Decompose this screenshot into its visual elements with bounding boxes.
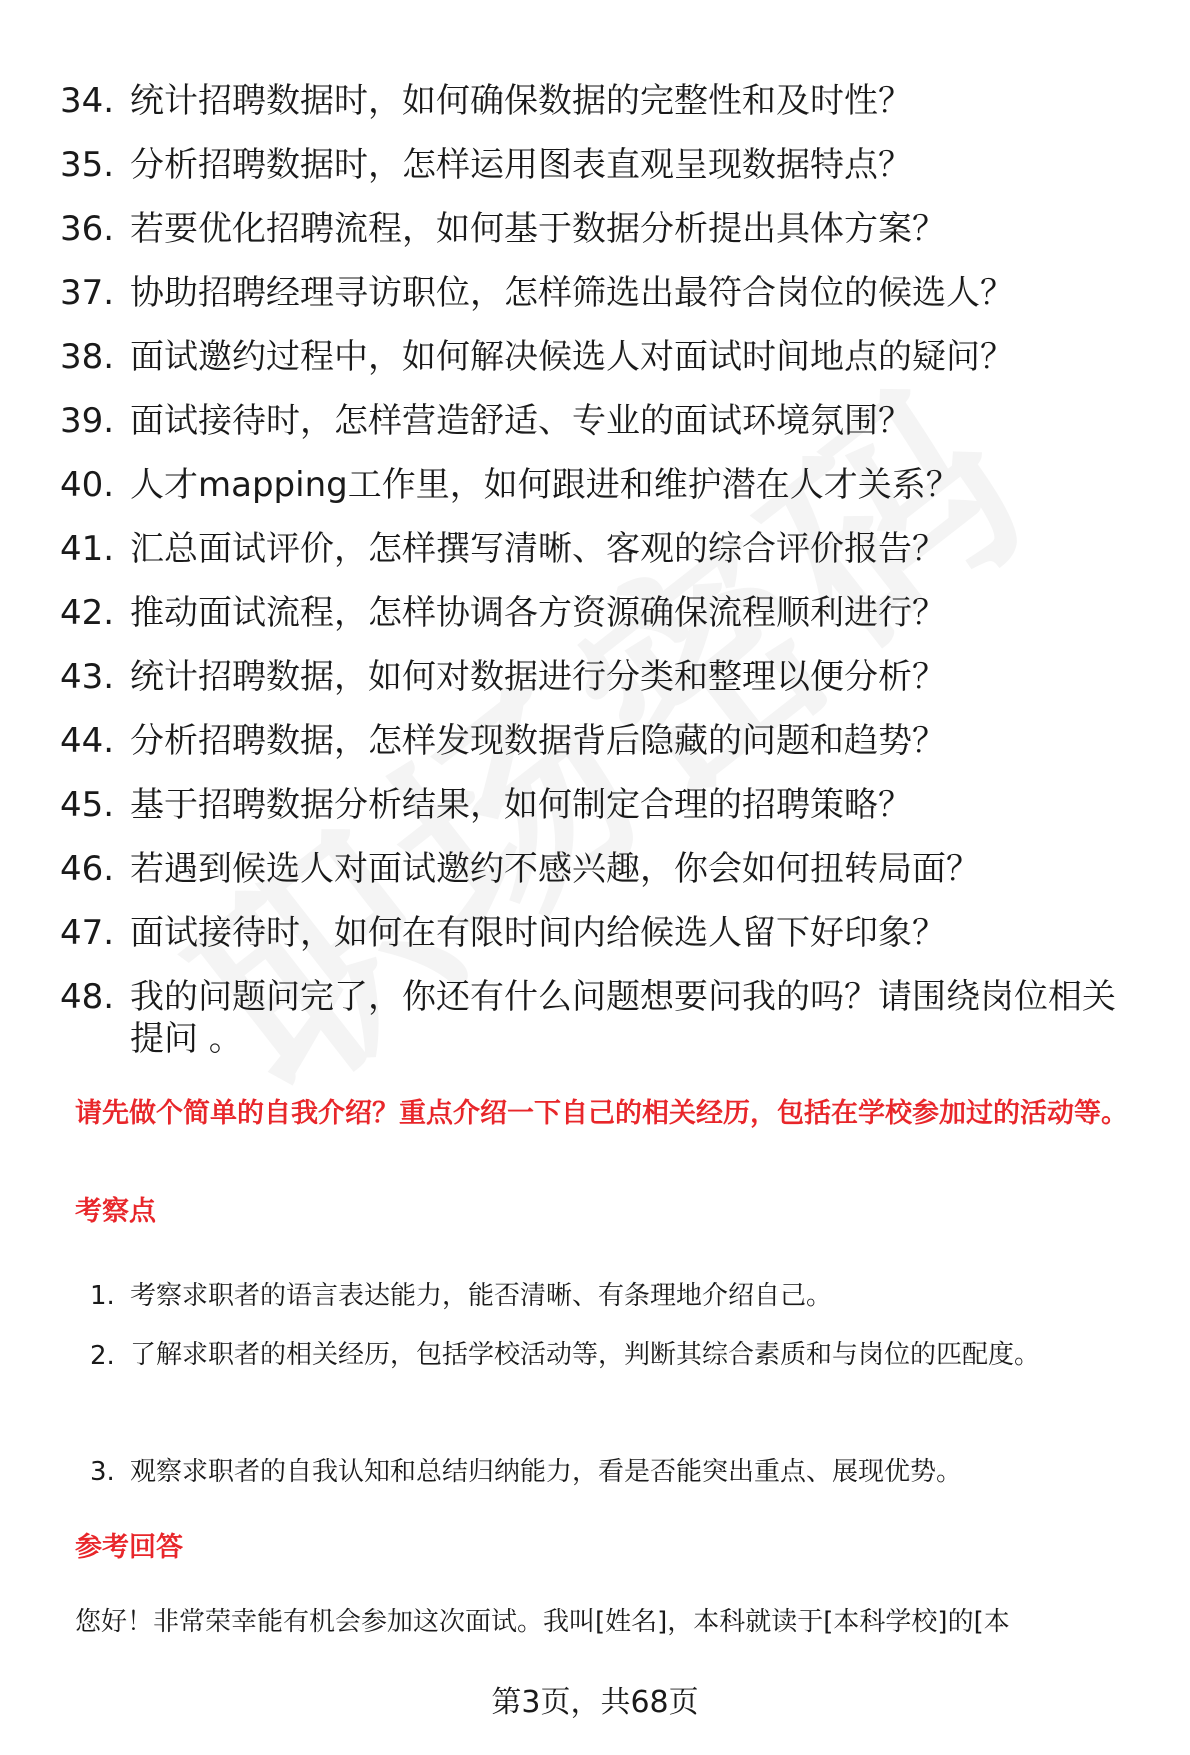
list-item — [0, 198, 1190, 262]
question-number: 34. — [60, 81, 115, 121]
question-number: 47. — [60, 913, 115, 953]
list-item — [0, 902, 1190, 966]
question-text: 人才mapping工作里，如何跟进和维护潜在人才关系？ — [130, 465, 960, 505]
question-number: 36. — [60, 209, 115, 249]
question-number: 48. — [60, 977, 115, 1017]
question-number: 37. — [60, 273, 115, 313]
question-number: 43. — [60, 657, 115, 697]
question-number: 35. — [60, 145, 115, 185]
list-item — [0, 390, 1190, 454]
question-list — [0, 70, 1190, 1062]
question-text: 若要优化招聘流程，如何基于数据分析提出具体方案？ — [130, 209, 946, 249]
question-text: 推动面试流程，怎样协调各方资源确保流程顺利进行？ — [130, 593, 946, 633]
reference-answer-label: 参考回答 — [75, 1532, 183, 1563]
point-text: 考察求职者的语言表达能力，能否清晰、有条理地介绍自己。 — [130, 1281, 833, 1311]
list-item — [0, 262, 1190, 326]
list-item — [0, 966, 1190, 1062]
list-item — [0, 582, 1190, 646]
question-text: 若遇到候选人对面试邀约不感兴趣，你会如何扭转局面？ — [130, 849, 980, 889]
reference-answer-text: 您好！非常荣幸能有机会参加这次面试。我叫[姓名]，本科就读于[本科学校]的[本 — [75, 1607, 1010, 1637]
question-text: 基于招聘数据分析结果，如何制定合理的招聘策略？ — [130, 785, 912, 825]
list-item — [0, 838, 1190, 902]
question-text: 我的问题问完了，你还有什么问题想要问我的吗？请围绕岗位相关提问 。 — [130, 977, 1116, 1059]
question-text: 面试邀约过程中，如何解决候选人对面试时间地点的疑问？ — [130, 337, 1014, 377]
exam-points-list — [0, 1266, 1190, 1502]
list-item — [0, 454, 1190, 518]
point-text: 了解求职者的相关经历，包括学校活动等，判断其综合素质和与岗位的匹配度。 — [130, 1340, 1041, 1370]
question-text: 统计招聘数据，如何对数据进行分类和整理以便分析？ — [130, 657, 946, 697]
point-text: 观察求职者的自我认知和总结归纳能力，看是否能突出重点、展现优势。 — [130, 1457, 963, 1487]
question-number: 45. — [60, 785, 115, 825]
question-text: 汇总面试评价，怎样撰写清晰、客观的综合评价报告？ — [130, 529, 946, 569]
question-text: 协助招聘经理寻访职位，怎样筛选出最符合岗位的候选人？ — [130, 273, 1014, 313]
question-number: 46. — [60, 849, 115, 889]
question-text: 分析招聘数据，怎样发现数据背后隐藏的问题和趋势？ — [130, 721, 946, 761]
list-item — [0, 70, 1190, 134]
question-text: 分析招聘数据时，怎样运用图表直观呈现数据特点？ — [130, 145, 912, 185]
question-number: 42. — [60, 593, 115, 633]
list-item — [0, 710, 1190, 774]
question-text: 统计招聘数据时，如何确保数据的完整性和及时性？ — [130, 81, 912, 121]
exam-points-label: 考察点 — [75, 1196, 156, 1227]
point-number: 3. — [90, 1457, 115, 1487]
question-number: 44. — [60, 721, 115, 761]
list-item — [0, 134, 1190, 198]
list-item — [0, 646, 1190, 710]
list-item — [0, 1326, 1190, 1442]
question-number: 40. — [60, 465, 115, 505]
list-item — [0, 518, 1190, 582]
list-item — [0, 1442, 1190, 1502]
list-item — [0, 774, 1190, 838]
point-number: 2. — [90, 1341, 115, 1371]
question-text: 面试接待时，怎样营造舒适、专业的面试环境氛围？ — [130, 401, 912, 441]
point-number: 1. — [90, 1281, 115, 1311]
list-item — [0, 326, 1190, 390]
interview-question-heading: 请先做个简单的自我介绍？重点介绍一下自己的相关经历，包括在学校参加过的活动等。 — [75, 1098, 1128, 1129]
question-text: 面试接待时，如何在有限时间内给候选人留下好印象？ — [130, 913, 946, 953]
list-item — [0, 1266, 1190, 1326]
page-number: 第3页，共68页 — [491, 1685, 699, 1720]
question-number: 38. — [60, 337, 115, 377]
question-number: 41. — [60, 529, 115, 569]
question-number: 39. — [60, 401, 115, 441]
